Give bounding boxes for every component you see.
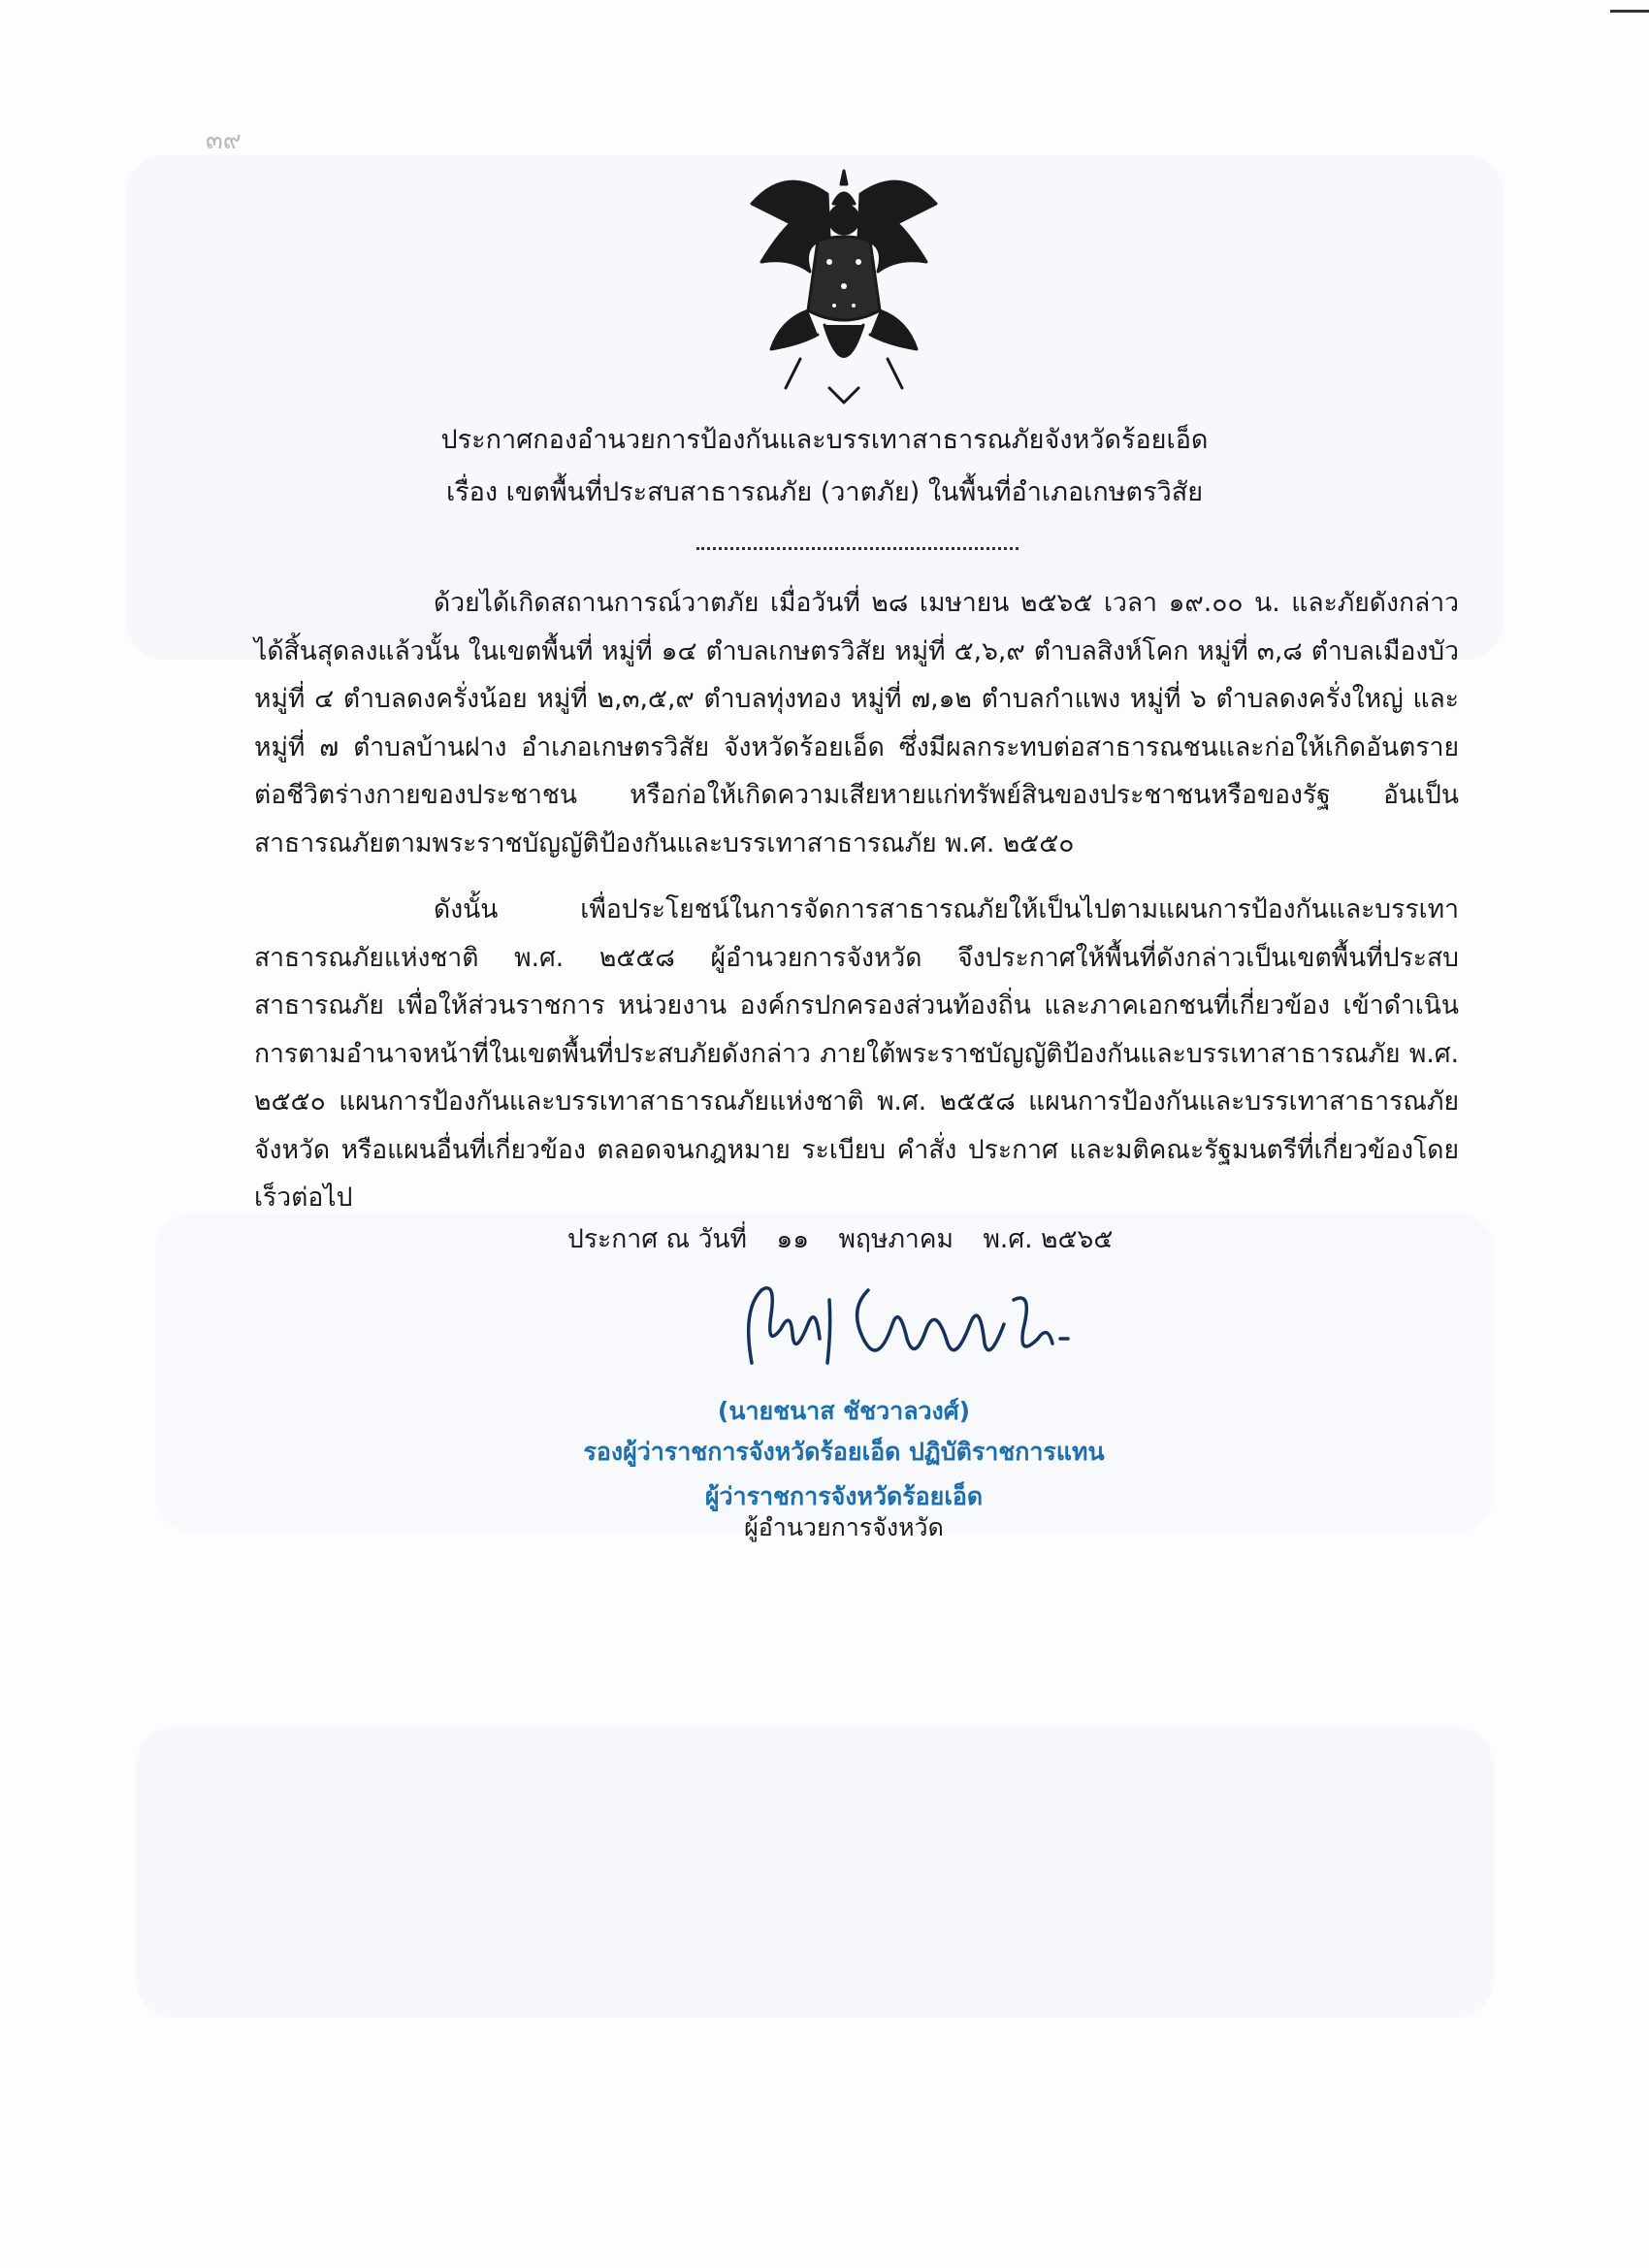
top-edge-mark xyxy=(1610,10,1649,13)
heading-divider xyxy=(696,547,1018,550)
garuda-emblem-icon xyxy=(732,165,955,407)
date-month: พฤษภาคม xyxy=(838,1224,954,1254)
date-prefix: ประกาศ ณ วันที่ xyxy=(567,1224,747,1254)
signatory-name: (นายชนาส ชัชวาลวงศ์) xyxy=(717,1397,971,1425)
signatory-position-director: ผู้อำนวยการจังหวัด xyxy=(744,1513,944,1541)
signatory-position-acting: รองผู้ว่าราชการจังหวัดร้อยเอ็ด ปฏิบัติราชการแทน xyxy=(583,1438,1105,1466)
announcement-subject: เรื่อง เขตพื้นที่ประสบสาธารณภัย (วาตภัย) ในพื้นที่อำเภอเกษตรวิสัย xyxy=(445,477,1204,507)
signatory-position-governor: ผู้ว่าราชการจังหวัดร้อยเอ็ด xyxy=(704,1482,984,1510)
announcement-date xyxy=(567,1220,1134,1259)
page-number-mark: ๓๙ xyxy=(206,126,242,155)
body-paragraph-1: ด้วยได้เกิดสถานการณ์วาตภัย เมื่อวันที่ ๒๘ เมษายน ๒๕๖๕ เวลา ๑๙.๐๐ น. และภัยดังกล่าวได้สิ้นสุดลงแล้วนั้น ในเขตพื้นที่ หมู่ที่ ๑๔ ตำบลเกษตรวิสัย หมู่ที่ ๕,๖,๙ ตำบลสิงห์โคก หมู่ที่ ๓,๘ ตำบลเมืองบัว หมู่ที่ ๔ ตำบลดงครั่งน้อย หมู่ที่ ๒,๓,๕,๙ ตำบลทุ่งทอง หมู่ที่ ๗,๑๒ ตำบลกำแพง หมู่ที่ ๖ ตำบลดงครั่งใหญ่ และ หมู่ที่ ๗ ตำบลบ้านฝาง อำเภอเกษตรวิสัย จังหวัดร้อยเอ็ด ซึ่งมีผลกระทบต่อสาธารณชนและก่อให้เกิดอันตรายต่อชีวิตร่างกายของประชาชน หรือก่อให้เกิดความเสียหายแก่ทรัพย์สินของประชาชนหรือของรัฐ อันเป็นสาธารณภัยตามพระราชบัญญัติป้องกันและบรรเทาสาธารณภัย พ.ศ. ๒๕๕๐ xyxy=(254,588,1459,859)
background-wash xyxy=(136,1727,1494,2018)
handwritten-signature xyxy=(723,1271,1130,1387)
date-day: ๑๑ xyxy=(776,1224,810,1254)
body-paragraph-2: ดังนั้น เพื่อประโยชน์ในการจัดการสาธารณภัยให้เป็นไปตามแผนการป้องกันและบรรเทาสาธารณภัยแห่งชาติ พ.ศ. ๒๕๕๘ ผู้อำนวยการจังหวัด จึงประกาศให้พื้นที่ดังกล่าวเป็นเขตพื้นที่ประสบสาธารณภัย เพื่อให้ส่วนราชการ หน่วยงาน องค์กรปกครองส่วนท้องถิ่น และภาคเอกชนที่เกี่ยวข้อง เข้าดำเนินการตามอำนาจหน้าที่ในเขตพื้นที่ประสบภัยดังกล่าว ภายใต้พระราชบัญญัติป้องกันและบรรเทาสาธารณภัย พ.ศ. ๒๕๕๐ แผนการป้องกันและบรรเทาสาธารณภัยแห่งชาติ พ.ศ. ๒๕๕๘ แผนการป้องกันและบรรเทาสาธารณภัยจังหวัด หรือแผนอื่นที่เกี่ยวข้อง ตลอดจนกฎหมาย ระเบียบ คำสั่ง ประกาศ และมติคณะรัฐมนตรีที่เกี่ยวข้องโดยเร็วต่อไป xyxy=(254,894,1459,1213)
announcement-title: ประกาศกองอำนวยการป้องกันและบรรเทาสาธารณภัยจังหวัดร้อยเอ็ด xyxy=(440,425,1209,455)
date-year: พ.ศ. ๒๕๖๕ xyxy=(983,1224,1114,1254)
